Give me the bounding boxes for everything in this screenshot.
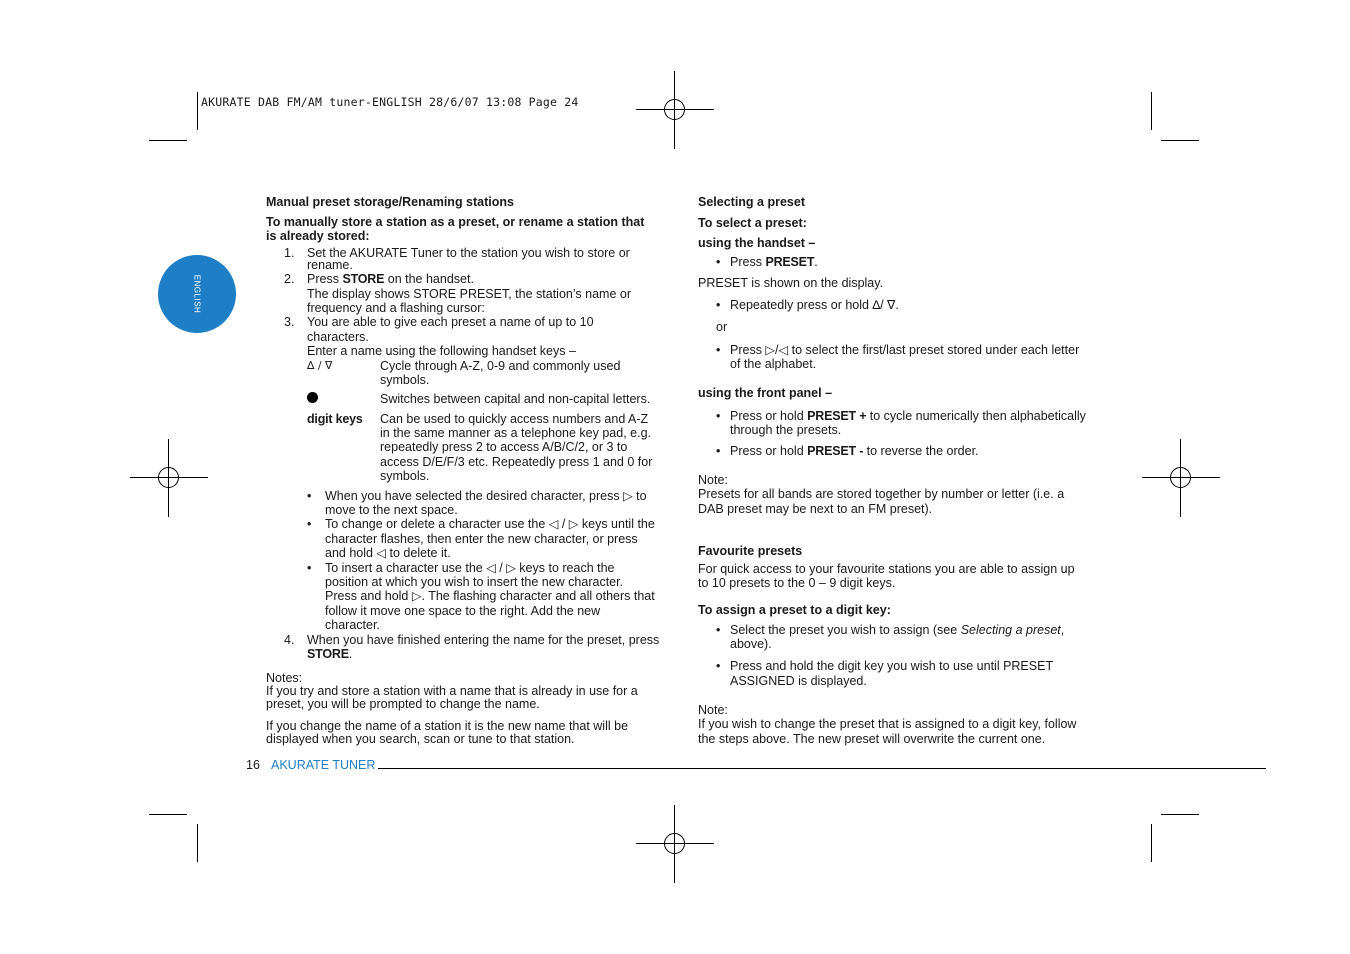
step-number: 3. [284, 315, 295, 329]
crop-mark [197, 92, 198, 130]
step-text: Press STORE on the handset. [307, 272, 474, 286]
digit-keys-label: digit keys [307, 412, 363, 426]
language-tab [158, 255, 236, 333]
registration-mark [130, 439, 208, 517]
note-text: preset, you will be prompted to change the name. [266, 697, 540, 711]
bullet-text: move to the next space. [325, 503, 458, 517]
body-text: to 10 presets to the 0 – 9 digit keys. [698, 576, 896, 590]
notes-label: Note: [698, 703, 728, 717]
crop-mark [1161, 140, 1199, 141]
bullet: • [307, 561, 312, 575]
preset-minus-key-label: PRESET - [807, 444, 864, 458]
bullet-text: To change or delete a character use the ◁ / ▷ keys until the [325, 517, 655, 531]
subheading-line: To manually store a station as a preset, or rename a station that [266, 215, 645, 229]
bullet-text: position at which you wish to insert the new character. [325, 575, 624, 589]
step-text: characters. [307, 330, 369, 344]
bullet-text: To insert a character use the ◁ / ▷ keys to reach the [325, 561, 615, 575]
bullet-text: above). [730, 637, 772, 651]
bullet-text: character flashes, then enter the new character, or press [325, 532, 638, 546]
cross-reference: Selecting a preset [960, 623, 1061, 637]
step-text: Set the AKURATE Tuner to the station you wish to store or [307, 246, 630, 260]
caps-key-icon [307, 392, 318, 407]
registration-mark [636, 71, 714, 149]
body-text: PRESET is shown on the display. [698, 276, 884, 290]
preset-plus-key-label: PRESET + [807, 409, 867, 423]
bullet-text: Repeatedly press or hold ∆/ ∇. [730, 298, 899, 312]
bullet-text: and hold ◁ to delete it. [325, 546, 451, 560]
key-description: access D/E/F/3 etc. Repeatedly press 1 and 0 for [380, 455, 653, 469]
note-text: DAB preset may be next to an FM preset). [698, 502, 933, 516]
crop-mark [1151, 824, 1152, 862]
notes-label: Notes: [266, 671, 303, 685]
crop-mark [149, 140, 187, 141]
section-heading: Favourite presets [698, 544, 803, 558]
bullet: • [716, 623, 721, 637]
key-description: Can be used to quickly access numbers and A-Z [380, 412, 649, 426]
bullet: • [716, 659, 721, 673]
step-number: 2. [284, 272, 295, 286]
key-description: Switches between capital and non-capital letters. [380, 392, 651, 406]
section-heading: Manual preset storage/Renaming stations [266, 195, 514, 209]
footer-rule [378, 768, 1266, 769]
bullet: • [716, 255, 721, 269]
bullet-text: Select the preset you wish to assign (see Selecting a preset, [730, 623, 1065, 637]
subheading: using the front panel – [698, 386, 833, 400]
bullet-text: Press PRESET. [730, 255, 818, 269]
key-description: symbols. [380, 469, 430, 483]
page-number: 16 [246, 758, 260, 772]
bullet-text: Press or hold PRESET - to reverse the order. [730, 444, 979, 458]
subheading: using the handset – [698, 236, 816, 250]
preset-key-label: PRESET [765, 255, 815, 269]
registration-mark [636, 805, 714, 883]
section-heading: Selecting a preset [698, 195, 805, 209]
bullet-text: ASSIGNED is displayed. [730, 674, 867, 688]
bullet-text: Press ▷/◁ to select the first/last preset stored under each letter [730, 343, 1080, 357]
key-description: symbols. [380, 373, 430, 387]
key-description: in the same manner as a telephone key pad, e.g. [380, 426, 652, 440]
bullet-text: When you have selected the desired character, press ▷ to [325, 489, 647, 503]
step-number: 1. [284, 246, 295, 260]
bullet-text: character. [325, 618, 380, 632]
step-text: When you have finished entering the name for the preset, press [307, 633, 660, 647]
bullet-text: Press or hold PRESET + to cycle numerically then alphabetically [730, 409, 1086, 423]
step-number: 4. [284, 633, 295, 647]
note-text: If you wish to change the preset that is assigned to a digit key, follow [698, 717, 1077, 731]
bullet: • [716, 343, 721, 357]
subheading-line: is already stored: [266, 229, 370, 243]
language-tab-label: ENGLISH [192, 274, 202, 314]
subheading: To select a preset: [698, 216, 807, 230]
crop-mark [197, 824, 198, 862]
store-key-label: STORE [342, 272, 385, 286]
print-slug: AKURATE DAB FM/AM tuner-ENGLISH 28/6/07 13:08 Page 24 [201, 95, 579, 109]
or-text: or [716, 320, 728, 334]
subheading: To assign a preset to a digit key: [698, 603, 891, 617]
footer-title: AKURATE TUNER [271, 758, 376, 772]
crop-mark [149, 814, 187, 815]
step-text: You are able to give each preset a name of up to 10 [307, 315, 594, 329]
step-text: frequency and a flashing cursor: [307, 301, 485, 315]
key-description: Cycle through A-Z, 0-9 and commonly used [380, 359, 621, 373]
store-key-label: STORE [307, 647, 349, 661]
note-text: If you change the name of a station it is the new name that will be [266, 719, 629, 733]
step-text: STORE. [307, 647, 353, 661]
note-text: If you try and store a station with a name that is already in use for a [266, 684, 638, 698]
crop-mark [1151, 92, 1152, 130]
bullet: • [716, 298, 721, 312]
body-text: For quick access to your favourite stations you are able to assign up [698, 562, 1075, 576]
note-text: displayed when you search, scan or tune to that station. [266, 732, 575, 746]
note-text: the steps above. The new preset will overwrite the current one. [698, 732, 1046, 746]
crop-mark [1161, 814, 1199, 815]
bullet-text: follow it move one space to the right. Add the new [325, 604, 601, 618]
bullet: • [716, 409, 721, 423]
notes-label: Note: [698, 473, 728, 487]
registration-mark [1142, 439, 1220, 517]
step-text: The display shows STORE PRESET, the station’s name or [307, 287, 631, 301]
up-down-key-label: ∆ / ∇ [307, 359, 333, 372]
bullet-text: of the alphabet. [730, 357, 817, 371]
bullet-text: Press and hold the digit key you wish to use until PRESET [730, 659, 1054, 673]
key-description: repeatedly press 2 to access A/B/C/2, or 3 to [380, 440, 628, 454]
bullet: • [307, 489, 312, 503]
bullet-text: through the presets. [730, 423, 842, 437]
step-text: Enter a name using the following handset keys – [307, 344, 576, 358]
bullet: • [716, 444, 721, 458]
bullet: • [307, 517, 312, 531]
step-text: rename. [307, 258, 353, 272]
bullet-text: Press and hold ▷. The flashing character and all others that [325, 589, 655, 603]
note-text: Presets for all bands are stored together by number or letter (i.e. a [698, 487, 1065, 501]
